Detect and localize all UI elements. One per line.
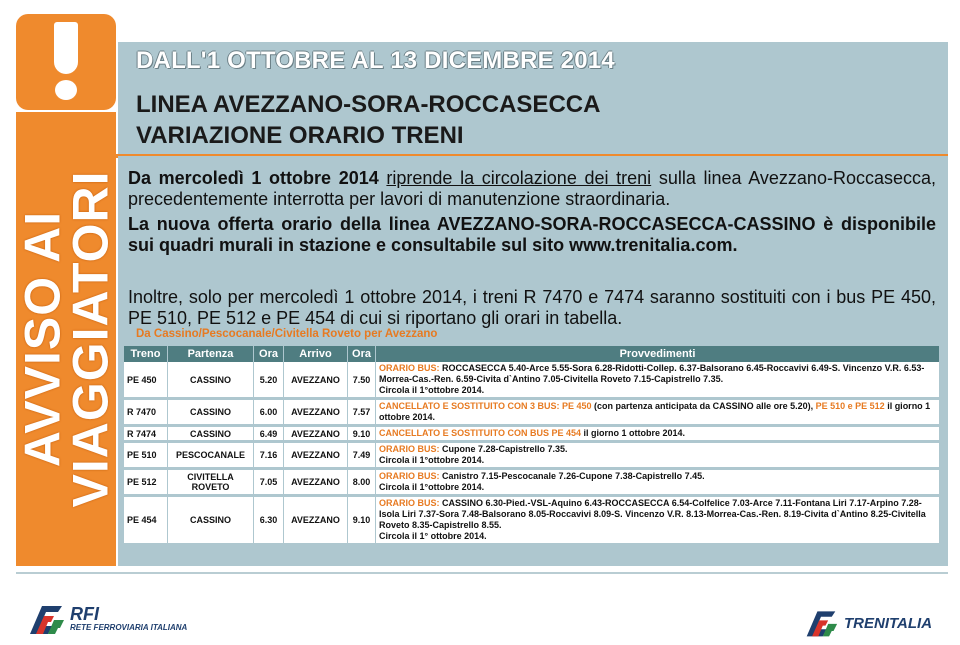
timetable [124,346,940,546]
prov-highlight: ORARIO BUS: [379,471,440,481]
rfi-subtitle: RETE FERROVIARIA ITALIANA [70,623,188,632]
side-label [14,112,119,566]
cell-to: AVEZZANO [284,497,348,546]
cell-train: PE 454 [124,497,168,546]
cell-arr: 7.50 [348,362,376,400]
cell-dep: 7.16 [254,443,284,470]
cell-train: PE 450 [124,362,168,400]
prov-highlight-2: PE 510 e PE 512 [815,401,885,411]
title-line-1: LINEA AVEZZANO-SORA-ROCCASECCA [136,91,601,118]
col-header-train: Treno [124,346,168,362]
date-range: DALL'1 OTTOBRE AL 13 DICEMBRE 2014 [136,47,615,74]
cell-provisions [376,427,940,443]
cell-arr: 9.10 [348,497,376,546]
cell-arr: 7.57 [348,400,376,427]
route-note: Da Cassino/Pescocanale/Civitella Roveto per Avezzano [136,328,438,340]
trenitalia-logo [800,606,932,640]
paragraph-2: La nuova offerta orario della linea AVEZZANO-SORA-ROCCASECCA-CASSINO è disponibile sui quadri murali in stazione e consultabile sul sito www.trenitalia.com. [128,214,936,255]
cell-dep: 6.00 [254,400,284,427]
col-header-departure: Partenza [168,346,254,362]
table-header-row [124,346,940,362]
rfi-name: RFI [70,604,99,624]
cell-to: AVEZZANO [284,400,348,427]
cell-arr: 9.10 [348,427,376,443]
prov-highlight: ORARIO BUS: [379,444,440,454]
cell-provisions [376,497,940,546]
prov-highlight: ORARIO BUS: [379,498,440,508]
table-row [124,443,940,470]
p1-rest: sulla linea Avezzano-Roccasecca, precedentemente interrotta per lavori di manutenzione straordinaria. [128,168,936,209]
rfi-mark-icon [24,600,68,638]
cell-train: R 7474 [124,427,168,443]
exclamation-dot [55,80,77,100]
prov-tail: il giorno 1 ottobre 2014. [379,401,931,422]
prov-text: Cupone 7.28-Capistrello 7.35. [439,444,568,454]
cell-train: R 7470 [124,400,168,427]
paragraph-3: Inoltre, solo per mercoledì 1 ottobre 2014, i treni R 7470 e 7474 saranno sostituiti con i bus PE 450, PE 510, PE 512 e PE 454 di cui si riportano gli orari in tabella. [128,287,936,328]
table-row [124,470,940,497]
cell-provisions [376,443,940,470]
prov-tail: Circola il 1°ottobre 2014. [379,455,485,465]
p1-underline: riprende la circolazione dei treni [386,168,652,188]
cell-to: AVEZZANO [284,443,348,470]
cell-from: CIVITELLA ROVETO [168,470,254,497]
cell-train: PE 510 [124,443,168,470]
exclamation-icon [54,22,78,74]
cell-dep: 6.30 [254,497,284,546]
col-header-arr-time: Ora [348,346,376,362]
cell-dep: 7.05 [254,470,284,497]
col-header-provisions: Provvedimenti [376,346,940,362]
cell-train: PE 512 [124,470,168,497]
table-row [124,427,940,443]
cell-from: CASSINO [168,400,254,427]
cell-provisions [376,470,940,497]
cell-to: AVEZZANO [284,362,348,400]
side-label-line-2: VIAGGIATORI [62,170,119,508]
cell-provisions [376,362,940,400]
cell-dep: 6.49 [254,427,284,443]
prov-text: il giorno 1 ottobre 2014. [581,428,686,438]
cell-to: AVEZZANO [284,470,348,497]
trenitalia-mark-icon [800,606,842,640]
prov-text: (con partenza anticipata da CASSINO alle ore 5.20), [591,401,816,411]
cell-from: CASSINO [168,497,254,546]
trenitalia-name: TRENITALIA [844,614,933,632]
cell-provisions [376,400,940,427]
col-header-arrival: Arrivo [284,346,348,362]
paragraph-1 [128,168,936,210]
prov-highlight: CANCELLATO E SOSTITUITO CON BUS PE 454 [379,428,582,438]
table-row [124,400,940,427]
prov-text: CASSINO 6.30-Pied.-VSL-Aquino 6.43-ROCCASECCA 6.54-Colfelice 7.03-Arce 7.11-Fontana Liri 7.17-Arpino 7.28-Isola Liri 7.37-Sora 7.48-Balsorano 8.05-Roccavivi 8.09-S. Vincenzo V.R. 8.13-Morrea-Cas.-Ren. 8.19-Civita d`Antino 8.25-Civitella Roveto 8.35-Capistrello 8.55. [379,498,926,530]
prov-highlight: ORARIO BUS: [379,363,440,373]
table-row [124,362,940,400]
col-header-dep-time: Ora [254,346,284,362]
side-label-line-1: AVVISO AI [14,210,71,468]
p1-bold: Da mercoledì 1 ottobre 2014 [128,168,379,188]
rfi-logo [24,600,187,638]
prov-text: Canistro 7.15-Pescocanale 7.26-Cupone 7.38-Capistrello 7.45. [439,471,705,481]
cell-to: AVEZZANO [284,427,348,443]
prov-tail: Circola il 1°ottobre 2014. [379,482,485,492]
cell-from: CASSINO [168,362,254,400]
cell-arr: 7.49 [348,443,376,470]
cell-from: PESCOCANALE [168,443,254,470]
footer-divider [16,572,948,574]
table-row [124,497,940,546]
cell-from: CASSINO [168,427,254,443]
prov-text: ROCCASECCA 5.40-Arce 5.55-Sora 6.28-Ridotti-Collep. 6.37-Balsorano 6.45-Roccavivi 6.49-S. Vincenzo V.R. 6.53-Morrea-Cas.-Ren. 6.59-Civita d`Antino 7.05-Civitella Roveto 7.15-Capistrello 7.35. [379,363,925,384]
cell-arr: 8.00 [348,470,376,497]
prov-tail: Circola il 1° ottobre 2014. [379,531,487,541]
cell-dep: 5.20 [254,362,284,400]
title-line-2: VARIAZIONE ORARIO TRENI [136,122,464,149]
prov-highlight: CANCELLATO E SOSTITUITO CON 3 BUS: PE 450 [379,401,592,411]
prov-tail: Circola il 1°ottobre 2014. [379,385,485,395]
